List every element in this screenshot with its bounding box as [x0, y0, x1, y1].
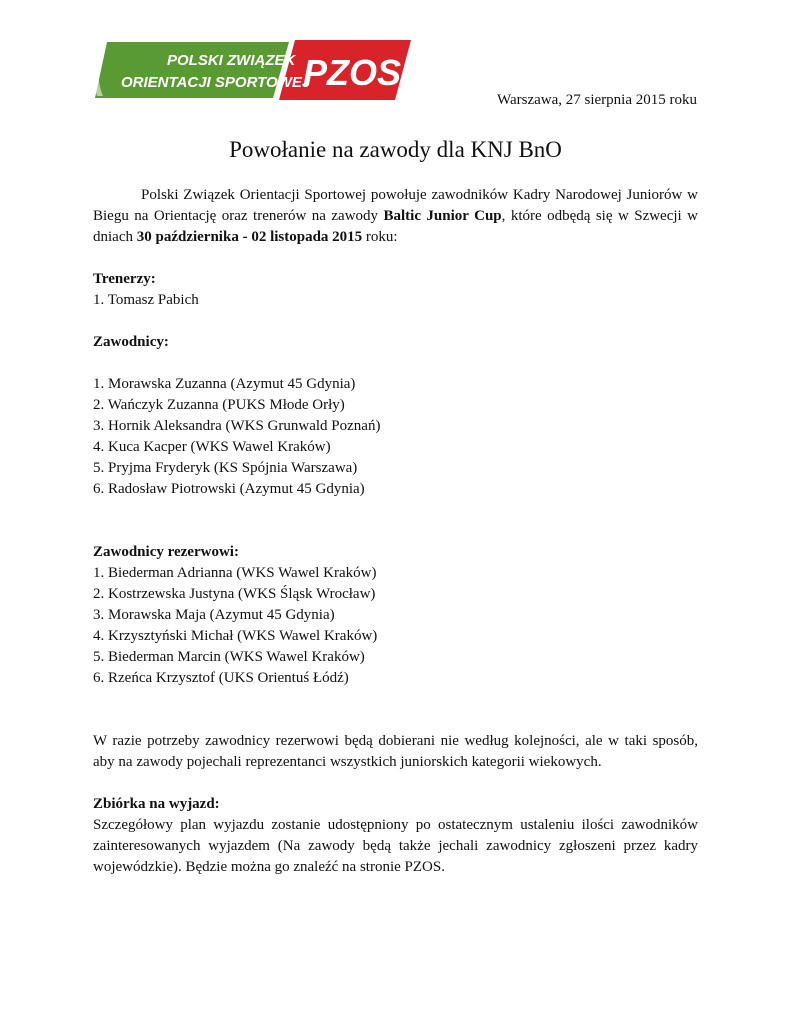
reserves-list [93, 563, 698, 689]
coaches-heading: Trenerzy: [93, 271, 156, 287]
intro-text: , które odbędą się w Szwecji w dniach [93, 208, 698, 245]
event-name: Baltic Junior Cup [383, 208, 502, 224]
list-item: 6. Radosław Piotrowski (Azymut 45 Gdynia) [93, 481, 365, 497]
departure-heading: Zbiórka na wyjazd: [93, 796, 220, 812]
list-item: 3. Morawska Maja (Azymut 45 Gdynia) [93, 607, 335, 623]
athletes-heading: Zawodnicy: [93, 334, 169, 350]
reserve-note: W razie potrzeby zawodnicy rezerwowi będą dobierani nie według kolejności, ale w taki sposób, aby na zawody pojechali reprezentanci wszystkich juniorskich kategorii wiekowych. [93, 733, 698, 770]
logo-acronym: PZOS [303, 52, 402, 93]
document-date: Warszawa, 27 sierpnia 2015 roku [497, 92, 697, 108]
reserves-heading: Zawodnicy rezerwowi: [93, 544, 239, 560]
list-item: 2. Wańczyk Zuzanna (PUKS Młode Orły) [93, 397, 345, 413]
list-item: 2. Kostrzewska Justyna (WKS Śląsk Wrocław) [93, 586, 376, 602]
departure-text: Szczegółowy plan wyjazdu zostanie udostępniony po ostatecznym ustaleniu ilości zawodników zainteresowanych wyjazdem (Na zawody będą także jechali zawodnicy zgłoszeni przez kadry wojewódzkie). Będzie można go znaleźć na stronie PZOS. [93, 817, 698, 875]
list-item: 1. Biederman Adrianna (WKS Wawel Kraków) [93, 565, 377, 581]
logo-line2: ORIENTACJI SPORTOWEJ [121, 74, 311, 91]
list-item: 6. Rzeńca Krzysztof (UKS Orientuś Łódź) [93, 670, 349, 686]
event-dates: 30 października - 02 listopada 2015 [136, 229, 363, 245]
logo-line1: POLSKI ZWIĄZEK [167, 52, 296, 69]
coaches-list [93, 290, 698, 311]
list-item: 4. Krzysztyński Michał (WKS Wawel Kraków) [93, 628, 378, 644]
list-item: 1. Tomasz Pabich [93, 292, 199, 308]
document-title: Powołanie na zawody dla KNJ BnO [229, 137, 562, 162]
athletes-list [93, 374, 698, 500]
list-item: 1. Morawska Zuzanna (Azymut 45 Gdynia) [93, 376, 356, 392]
intro-text: Polski Związek Orientacji Sportowej powołuje zawodników Kadry Narodowej Juniorów w Biegu na Orientację oraz trenerów na zawody [93, 187, 698, 224]
intro-paragraph [93, 185, 698, 248]
document-body [93, 185, 698, 878]
list-item: 5. Biederman Marcin (WKS Wawel Kraków) [93, 649, 365, 665]
list-item: 3. Hornik Aleksandra (WKS Grunwald Poznań) [93, 418, 381, 434]
list-item: 4. Kuca Kacper (WKS Wawel Kraków) [93, 439, 331, 455]
intro-text: roku: [362, 229, 398, 245]
list-item: 5. Pryjma Fryderyk (KS Spójnia Warszawa) [93, 460, 358, 476]
pzos-logo [93, 38, 411, 102]
